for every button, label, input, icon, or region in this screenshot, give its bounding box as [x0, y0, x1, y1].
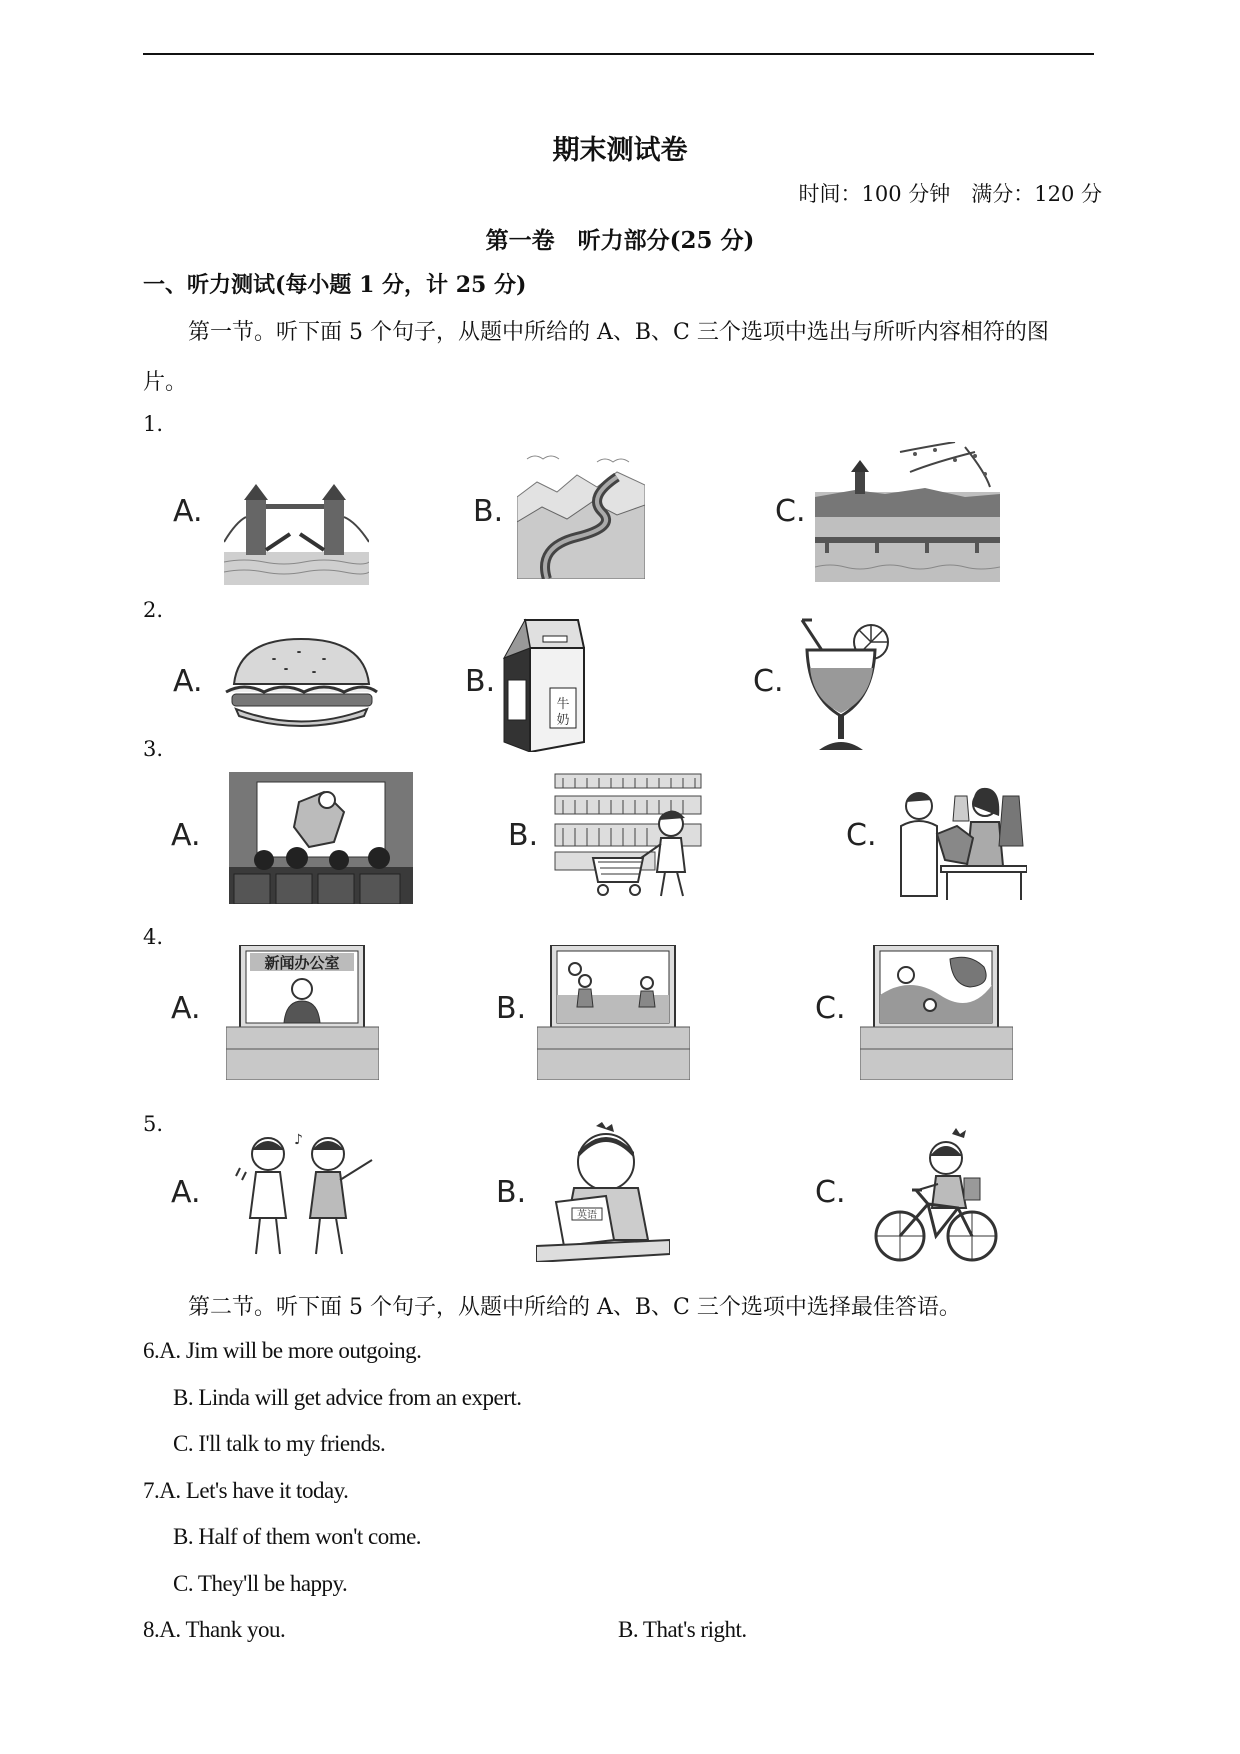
- question-number: 3.: [143, 737, 164, 761]
- option-letter: C.: [815, 991, 846, 1026]
- page-title: 期末测试卷: [552, 135, 688, 166]
- section2-instruction: 第二节。听下面 5 个句子，从题中所给的 A、B、C 三个选项中选择最佳答语。: [188, 1295, 961, 1320]
- girls-singing-image: [232, 1130, 382, 1260]
- section1-instruction: 第一节。听下面 5 个句子，从题中所给的 A、B、C 三个选项中选出与所听内容相符的图: [188, 320, 1049, 345]
- question-number: 8.: [143, 1617, 160, 1642]
- option-letter: B.: [496, 991, 527, 1026]
- svg-text:新闻办公室: 新闻办公室: [264, 954, 340, 972]
- girl-reading-image: [536, 1122, 670, 1262]
- question-7: [143, 1478, 348, 1504]
- juice-glass-image: [797, 618, 892, 753]
- exam-meta: 时间：100 分钟 满分：120 分: [798, 182, 1102, 206]
- question-8: [143, 1617, 285, 1643]
- option-letter: A.: [173, 664, 203, 699]
- option-letter: B.: [465, 664, 496, 699]
- option-c: C. I'll talk to my friends.: [173, 1431, 386, 1456]
- svg-text:奶: 奶: [556, 713, 570, 728]
- question-number: 6.: [143, 1338, 160, 1363]
- option-a: A. Jim will be more outgoing.: [159, 1338, 422, 1363]
- section1-instruction-cont: 片。: [143, 370, 188, 395]
- hamburger-image: [224, 634, 379, 734]
- great-wall-image: [517, 447, 645, 579]
- option-c: C. They'll be happy.: [173, 1571, 348, 1596]
- tower-bridge-image: [224, 482, 369, 585]
- supermarket-image: [553, 772, 703, 898]
- option-letter: C.: [775, 494, 806, 529]
- milk-carton-image: [500, 618, 585, 752]
- svg-text:英语: 英语: [577, 1210, 597, 1221]
- option-b: B. Linda will get advice from an expert.: [173, 1385, 522, 1410]
- section-heading: 一、听力测试(每小题 1 分，计 25 分): [143, 272, 527, 298]
- option-letter: A.: [171, 818, 201, 853]
- clothes-shop-image: [897, 776, 1027, 900]
- option-letter: C.: [753, 664, 784, 699]
- svg-text:♪: ♪: [294, 1132, 303, 1148]
- option-b: B. That's right.: [618, 1617, 747, 1642]
- option-letter: B.: [508, 818, 539, 853]
- part-heading: 第一卷 听力部分(25 分): [485, 227, 755, 254]
- west-lake-pagoda-image: [815, 442, 1000, 582]
- option-letter: B.: [473, 494, 504, 529]
- svg-text:牛: 牛: [556, 697, 570, 712]
- option-letter: C.: [846, 818, 877, 853]
- cinema-image: [229, 772, 413, 904]
- tv-football-image: [537, 945, 690, 1080]
- option-letter: A.: [171, 991, 201, 1026]
- tv-news-image: [226, 945, 379, 1080]
- option-b: B. Half of them won't come.: [173, 1524, 422, 1549]
- question-6: [143, 1338, 421, 1364]
- option-letter: A.: [171, 1175, 201, 1210]
- option-letter: A.: [173, 494, 203, 529]
- question-number: 5.: [143, 1112, 164, 1136]
- option-letter: B.: [496, 1175, 527, 1210]
- tv-cartoon-image: [860, 945, 1013, 1080]
- option-a: A. Let's have it today.: [159, 1478, 349, 1503]
- option-letter: C.: [815, 1175, 846, 1210]
- header-rule: [143, 53, 1094, 55]
- option-a: A. Thank you.: [159, 1617, 286, 1642]
- question-number: 7.: [143, 1478, 160, 1503]
- question-number: 2.: [143, 598, 164, 622]
- question-number: 4.: [143, 925, 164, 949]
- girl-cycling-image: [872, 1128, 1000, 1264]
- question-number: 1.: [143, 412, 164, 436]
